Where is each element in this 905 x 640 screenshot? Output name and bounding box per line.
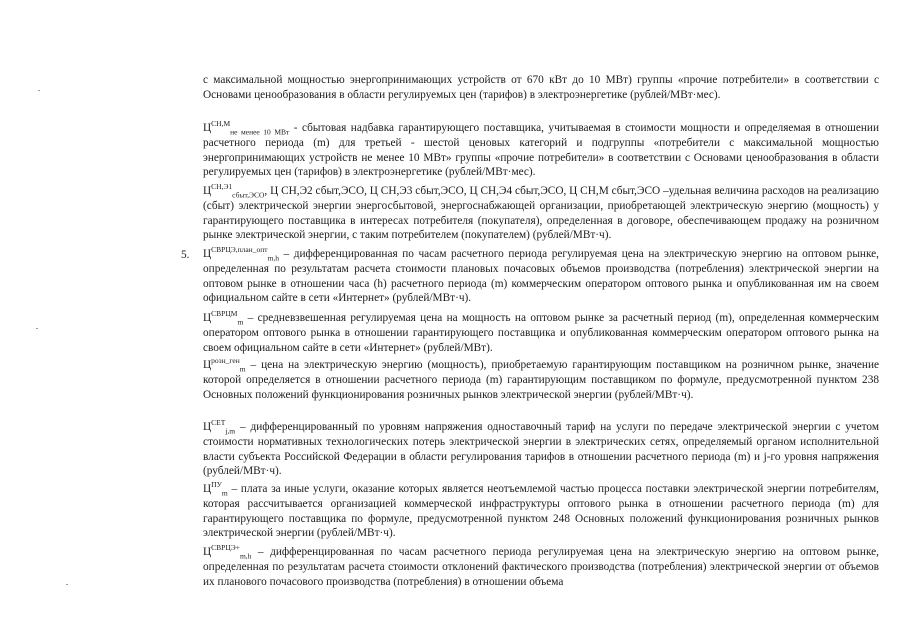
definition-text: – дифференцированная по часам расчетного периода регулируемая цена на электрическую энергию на оптовом рынке, определенная по результатам расчета стоимости отклонений фактического производства (потребления) электрической энергии от объемов их планового почасового производства (потребления) в отношении объема	[203, 546, 879, 588]
list-number: 5.	[181, 249, 190, 261]
symbol-subscript: m	[239, 364, 246, 374]
symbol-superscript: СВРЦЭ+	[211, 543, 240, 553]
symbol: Ц	[203, 483, 212, 495]
definition-sales-costs	[203, 184, 879, 243]
definition-text: – средневзвешенная регулируемая цена на мощность на оптовом рынке за расчетный период (m), определенная коммерческим оператором оптового рынка в отношении гарантирующего поставщика и опубликованная коммерческим оператором оптового рынка на своем официальном сайте в сети «Интернет» (рублей/МВт).	[203, 312, 879, 354]
symbol: Ц	[203, 546, 212, 558]
symbol: Ц	[203, 248, 212, 260]
scan-speck	[36, 328, 38, 329]
scan-speck	[38, 90, 40, 91]
definition-retail-surcharge-10mw	[203, 121, 879, 180]
symbol-superscript: СВРЦМ	[211, 309, 238, 319]
symbol-superscript: ПУ	[211, 480, 222, 490]
symbol-superscript: розн_ген	[211, 356, 240, 366]
definition-wholesale-hourly-price	[203, 247, 879, 306]
symbol-subscript: m,h	[267, 253, 279, 263]
definition-text: – цена на электрическую энергию (мощность), приобретаемую гарантирующим поставщиком на розничном рынке, значение которой определяется в отношении расчетного периода (m) гарантирующим поставщиком по формуле, предусмотренной пунктом 238 Основных положений функционирования розничных рынков электрической энергии (рублей/МВт·ч).	[203, 359, 879, 401]
symbol: Ц	[203, 122, 212, 134]
definition-text: – дифференцированная по часам расчетного периода регулируемая цена на электрическую энергию на оптовом рынке, определенная по результатам расчета стоимости плановых почасовых объемов производства (потребления) электрической энергии на оптовом рынке в отношении часа (h) расчетного периода (m) коммерческим оператором оптового рынка и опубликованная им на своем официальном сайте в сети «Интернет» (рублей/МВт·ч).	[203, 248, 879, 305]
symbol-subscript: m	[221, 488, 228, 498]
symbol-superscript: СВРЦЭ,план_опт	[211, 245, 268, 255]
paragraph-text: с максимальной мощностью энергопринимающих устройств от 670 кВт до 10 МВт) группы «прочие потребители» в соответствии с Основами ценообразования в области регулируемых цен (тарифов) в электроэнергетике (рублей/МВт·мес).	[203, 74, 879, 101]
symbol: Ц	[203, 359, 212, 371]
symbol: Ц	[203, 312, 212, 324]
paragraph-continuation	[203, 73, 879, 103]
definition-retail-generation-price	[203, 358, 879, 402]
symbol: Ц	[203, 185, 212, 197]
symbol-subscript: сбыт,ЭСО	[232, 190, 265, 200]
definition-text: - сбытовая надбавка гарантирующего поставщика, учитываемая в стоимости мощности и определяемая в отношении расчетного периода (m) для третьей - шестой ценовых категорий и подгруппы «потребители с максимальной мощностью энергопринимающих устройств не менее 10 МВт» группы «прочие потребители» в соответствии с Основами ценообразования в области регулируемых цен (тарифов) в электроэнергетике (рублей/МВт·мес).	[203, 122, 880, 179]
symbol-subscript: не менее 10 МВт	[230, 127, 290, 137]
symbol: Ц	[203, 421, 212, 433]
definition-text: , Ц СН,Э2 сбыт,ЭСО, Ц СН,Э3 сбыт,ЭСО, Ц СН,Э4 сбыт,ЭСО, Ц СН,М сбыт,ЭСО –удельная величина расходов на реализацию (сбыт) электрической энергии энергосбытовой, энергоснабжающей организации, приобретающей электрическую энергию (мощность) у гарантирующего поставщика в интересах потребителя (покупателя), определенная в договоре, обеспечивающем продажу на розничном рынке электрической энергии, с таким потребителем (покупателем) (рублей/МВт·ч).	[203, 185, 879, 242]
scan-speck	[66, 584, 68, 585]
definition-text: – дифференцированный по уровням напряжения одноставочный тариф на услуги по передаче электрической энергии с учетом стоимости нормативных технологических потерь электрической энергии в электрических сетях, определяемый органом исполнительной власти субъекта Российской Федерации в области регулирования тарифов в отношении расчетного периода (m) и j-го уровня напряжения (рублей/МВт·ч).	[203, 421, 879, 478]
symbol-superscript: СЕТ	[211, 418, 226, 428]
definition-other-services-fee	[203, 482, 879, 541]
definition-transmission-tariff	[203, 420, 879, 479]
definition-deviation-price	[203, 545, 879, 589]
symbol-subscript: j,m	[225, 426, 236, 436]
symbol-superscript: СН,М	[211, 119, 231, 129]
definition-capacity-price	[203, 311, 879, 355]
symbol-subscript: m	[237, 317, 244, 327]
definition-text: – плата за иные услуги, оказание которых является неотъемлемой частью процесса поставки электрической энергии потребителям, которая рассчитывается организацией коммерческой инфраструктуры оптового рынка в отношении расчетного периода (m) для гарантирующего поставщика по формуле, предусмотренной пунктом 248 Основных положений функционирования розничных рынков электрической энергии (рублей/МВт·ч).	[203, 483, 879, 540]
symbol-subscript: m,h	[239, 551, 252, 561]
symbol-superscript: СН,Э1	[211, 182, 233, 192]
